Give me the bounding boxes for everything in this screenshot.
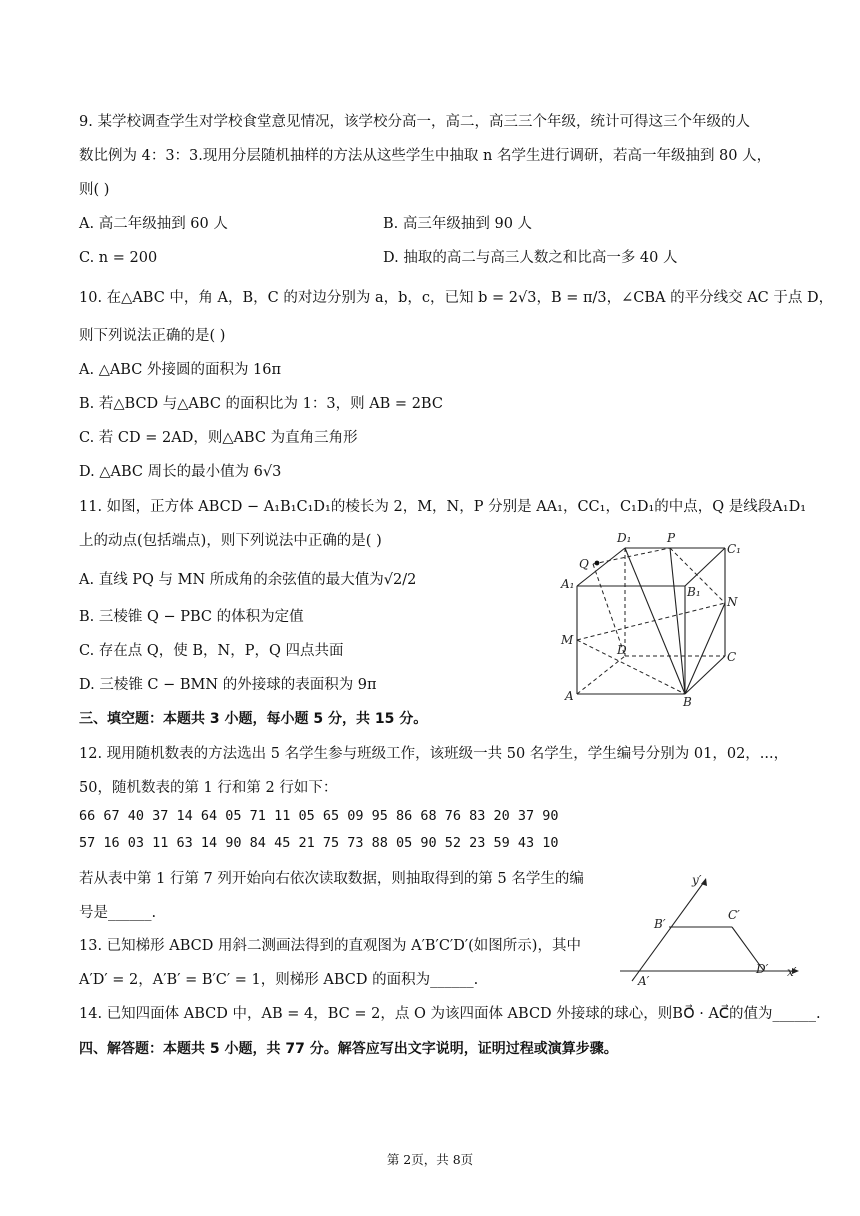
label-n: N xyxy=(727,595,738,609)
section-4-heading: 四、解答题：本题共 5 小题，共 77 分。解答应写出文字说明，证明过程或演算步骤。 xyxy=(79,1041,618,1057)
q9-line1: 9. 某学校调查学生对学校食堂意见情况，该学校分高一，高二，高三三个年级，统计可得这三个年级的人 xyxy=(79,114,750,130)
label-c: C xyxy=(727,650,737,664)
q9-line3: 则( ) xyxy=(79,182,110,198)
label-b: B xyxy=(683,695,692,708)
q11-option-b: B. 三棱锥 Q − PBC 的体积为定值 xyxy=(79,609,304,625)
cube-figure xyxy=(555,528,750,708)
q11-option-d: D. 三棱锥 C − BMN 的外接球的表面积为 9π xyxy=(79,677,377,693)
label-q: Q xyxy=(579,557,589,571)
q11-option-a: A. 直线 PQ 与 MN 所成角的余弦值的最大值为√2/2 xyxy=(79,572,417,588)
q13-line2: A′D′ = 2，A′B′ = B′C′ = 1，则梯形 ABCD 的面积为______. xyxy=(79,972,479,988)
q14-line1: 14. 已知四面体 ABCD 中，AB = 4，BC = 2，点 O 为该四面体 ABCD 外接球的球心，则BO⃗ · AC⃗的值为______. xyxy=(79,1006,821,1022)
random-table-row1: 66 67 40 37 14 64 05 71 11 05 65 09 95 86 68 76 83 20 37 90 xyxy=(79,808,559,824)
random-table-row2: 57 16 03 11 63 14 90 84 45 21 75 73 88 05 90 52 23 59 43 10 xyxy=(79,835,559,851)
q11-line2: 上的动点(包括端点)，则下列说法中正确的是( ) xyxy=(79,533,382,549)
q12-line1: 12. 现用随机数表的方法选出 5 名学生参与班级工作，该班级一共 50 名学生，学生编号分别为 01，02，...， xyxy=(79,746,789,762)
label-b-prime: B′ xyxy=(654,917,666,931)
q10-option-b: B. 若△BCD 与△ABC 的面积比为 1：3，则 AB = 2BC xyxy=(79,396,443,412)
label-d-prime: D′ xyxy=(756,962,769,976)
q12-line4: 号是______. xyxy=(79,905,157,921)
q10-option-a: A. △ABC 外接圆的面积为 16π xyxy=(79,362,282,378)
label-a-prime: A′ xyxy=(638,974,650,988)
q9-option-d: D. 抽取的高二与高三人数之和比高一多 40 人 xyxy=(383,250,678,266)
q9-option-b: B. 高三年级抽到 90 人 xyxy=(383,216,533,232)
label-d1: D₁ xyxy=(617,531,632,545)
label-a1: A₁ xyxy=(561,577,575,591)
label-c1: C₁ xyxy=(727,542,741,556)
q10-option-c: C. 若 CD = 2AD，则△ABC 为直角三角形 xyxy=(79,430,358,446)
q9-line2: 数比例为 4：3：3.现用分层随机抽样的方法从这些学生中抽取 n 名学生进行调研，若高一年级抽到 80 人， xyxy=(79,148,772,164)
point-q xyxy=(595,561,600,566)
label-d: D xyxy=(617,643,627,657)
q9-option-a: A. 高二年级抽到 60 人 xyxy=(79,216,228,232)
q12-line2: 50，随机数表的第 1 行和第 2 行如下： xyxy=(79,780,338,796)
q11-line1: 11. 如图，正方体 ABCD − A₁B₁C₁D₁的棱长为 2，M，N，P 分别是 AA₁，CC₁，C₁D₁的中点，Q 是线段A₁D₁ xyxy=(79,499,807,515)
q9-option-c: C. n = 200 xyxy=(79,250,158,266)
label-m: M xyxy=(561,633,574,647)
label-a: A xyxy=(565,689,574,703)
label-c-prime: C′ xyxy=(728,908,740,922)
label-y-axis: y′ xyxy=(692,873,702,887)
label-p: P xyxy=(667,531,676,545)
q11-option-c: C. 存在点 Q，使 B，N，P，Q 四点共面 xyxy=(79,643,344,659)
section-3-heading: 三、填空题：本题共 3 小题，每小题 5 分，共 15 分。 xyxy=(79,711,428,727)
q12-line3: 若从表中第 1 行第 7 列开始向右依次读取数据，则抽取得到的第 5 名学生的编 xyxy=(79,871,584,887)
q13-line1: 13. 已知梯形 ABCD 用斜二测画法得到的直观图为 A′B′C′D′(如图所示)，其中 xyxy=(79,938,581,954)
q10-option-d: D. △ABC 周长的最小值为 6√3 xyxy=(79,464,282,480)
q10-line2: 则下列说法正确的是( ) xyxy=(79,328,226,344)
label-b1: B₁ xyxy=(687,585,701,599)
page-footer: 第 2页，共 8页 xyxy=(386,1152,474,1167)
q10-line1: 10. 在△ABC 中，角 A，B，C 的对边分别为 a，b，c，已知 b = 2√3，B = π/3，∠CBA 的平分线交 AC 于点 D， xyxy=(79,290,834,306)
trapezoid-figure xyxy=(612,870,812,990)
label-x-axis: x′ xyxy=(787,965,797,979)
